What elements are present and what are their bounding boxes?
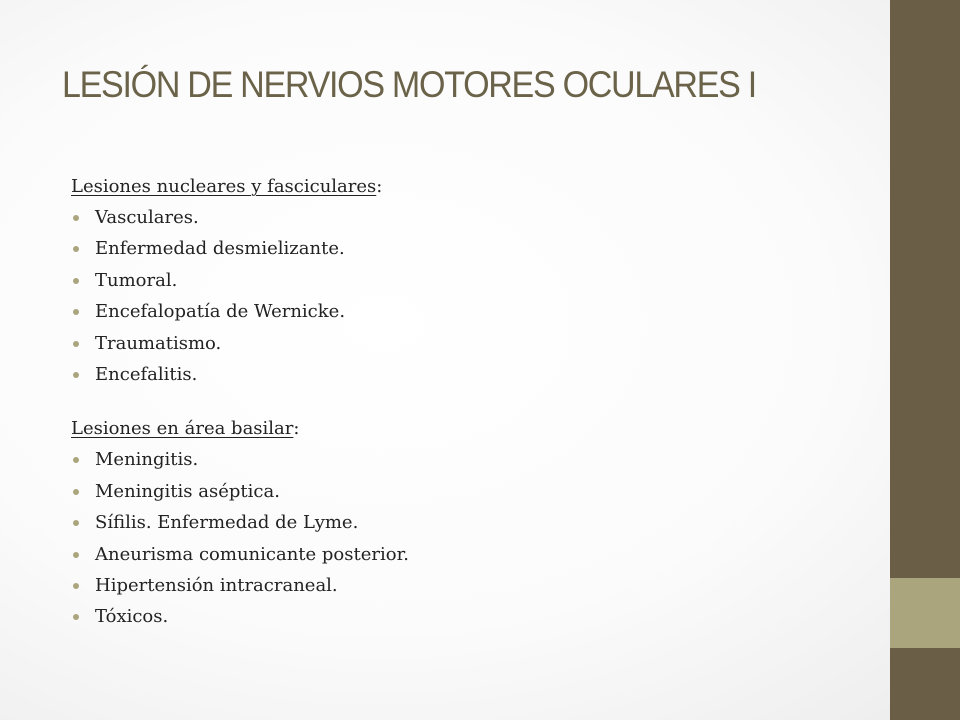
list-item-text: Tóxicos. — [95, 606, 169, 628]
list-item — [71, 601, 831, 632]
list-item — [71, 233, 831, 264]
list-item-text: Sífilis. Enfermedad de Lyme. — [95, 512, 359, 534]
list-item — [71, 444, 831, 475]
bullet-list — [71, 202, 831, 390]
bullet-icon — [73, 583, 79, 589]
bullet-icon — [73, 489, 79, 495]
section-heading — [71, 413, 831, 444]
section-nuclear-fascicular — [71, 171, 831, 390]
list-item — [71, 359, 831, 390]
slide-content — [71, 171, 831, 633]
list-item-text: Encefalopatía de Wernicke. — [95, 301, 346, 323]
bullet-icon — [73, 215, 79, 221]
list-item-text: Vasculares. — [95, 207, 199, 228]
bullet-icon — [73, 341, 79, 347]
bullet-icon — [73, 372, 79, 378]
bullet-icon — [73, 309, 79, 315]
list-item — [71, 570, 831, 601]
list-item-text: Meningitis. — [95, 449, 199, 471]
list-item — [71, 507, 831, 538]
bullet-list — [71, 444, 831, 632]
bullet-icon — [73, 552, 79, 558]
list-item — [71, 539, 831, 570]
list-item-text: Aneurisma comunicante posterior. — [95, 543, 409, 565]
list-item-text: Traumatismo. — [95, 332, 222, 354]
bullet-icon — [73, 246, 79, 252]
section-heading — [71, 171, 831, 202]
section-heading-colon: : — [376, 176, 383, 197]
list-item — [71, 296, 831, 327]
list-item-text: Hipertensión intracraneal. — [95, 574, 338, 596]
list-item — [71, 202, 831, 233]
bullet-icon — [73, 278, 79, 284]
list-item-text: Enfermedad desmielizante. — [95, 238, 345, 260]
section-heading-colon: : — [293, 418, 300, 440]
list-item-text: Encefalitis. — [95, 363, 198, 385]
side-accent-block — [890, 578, 960, 648]
section-heading-text: Lesiones nucleares y fasciculares — [71, 176, 377, 197]
section-spacer — [71, 390, 831, 413]
section-heading-text: Lesiones en área basilar — [71, 418, 294, 440]
section-basilar — [71, 413, 831, 632]
list-item-text: Tumoral. — [95, 269, 178, 291]
list-item — [71, 328, 831, 359]
list-item — [71, 265, 831, 296]
bullet-icon — [73, 520, 79, 526]
slide-title: LESIÓN DE NERVIOS MOTORES OCULARES I — [62, 64, 756, 105]
list-item-text: Meningitis aséptica. — [95, 480, 280, 502]
bullet-icon — [73, 614, 79, 620]
list-item — [71, 476, 831, 507]
bullet-icon — [73, 457, 79, 463]
